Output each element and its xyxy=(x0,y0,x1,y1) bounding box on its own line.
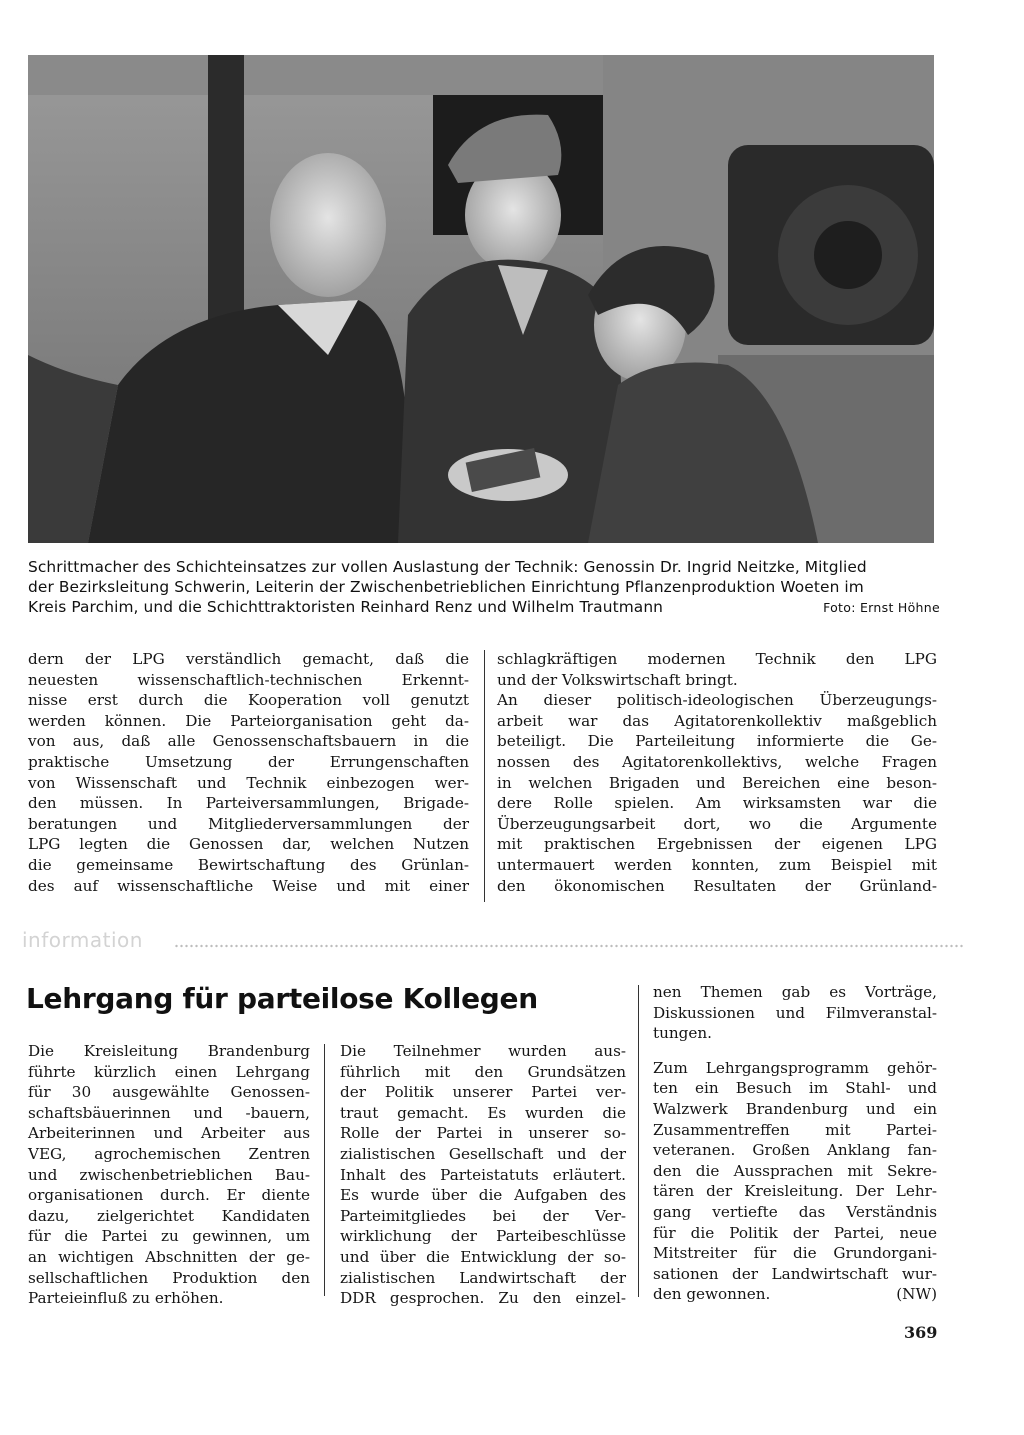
text-line: An dieser politisch-ideologischen Überzeugungs- xyxy=(497,691,937,710)
caption-line: der Bezirksleitung Schwerin, Leiterin der Zwischenbetrieblichen Einrichtung Pflanzenproduktion Woeten im xyxy=(28,578,864,596)
text-line: sellschaftlichen Produktion den xyxy=(28,1268,310,1287)
text-line: Parteimitgliedes bei der Ver- xyxy=(340,1206,626,1225)
author-signature: (NW) xyxy=(896,1285,937,1304)
text-line: von aus, daß alle Genossenschaftsbauern in die xyxy=(28,732,469,751)
text-line: den müssen. In Parteiversammlungen, Brigade- xyxy=(28,794,469,813)
text-line: organisationen durch. Er diente xyxy=(28,1186,310,1205)
text-line: Walzwerk Brandenburg und ein xyxy=(653,1099,937,1118)
text-line: Die Teilnehmer wurden aus- xyxy=(340,1042,626,1060)
text-line: von Wissenschaft und Technik einbezogen wer- xyxy=(28,773,469,792)
section-strip xyxy=(14,928,952,956)
text-line: veteranen. Großen Anklang fan- xyxy=(653,1141,937,1160)
text-line: tären der Kreisleitung. Der Lehr- xyxy=(653,1182,937,1201)
text-line: dere Rolle spielen. Am wirksamsten war die xyxy=(497,794,937,813)
column-divider xyxy=(638,985,639,1297)
text-line: führlich mit den Grundsätzen xyxy=(340,1062,626,1081)
text-line: Mitstreiter für die Grundorgani- xyxy=(653,1244,937,1263)
text-line: mit praktischen Ergebnissen der eigenen LPG xyxy=(497,835,937,854)
text-line: zialistischen Gesellschaft und der xyxy=(340,1144,626,1163)
text-line: beratungen und Mitgliederversammlungen der xyxy=(28,814,469,833)
text-line: schlagkräftigen modernen Technik den LPG xyxy=(497,650,937,668)
text-line: den die Aussprachen mit Sekre- xyxy=(653,1161,937,1180)
text-line: ten ein Besuch im Stahl- und xyxy=(653,1079,937,1098)
text-line: und der Volkswirtschaft bringt. xyxy=(497,670,738,689)
text-line: Inhalt des Parteistatuts erläutert. xyxy=(340,1165,626,1184)
text-line: gang vertiefte das Verständnis xyxy=(653,1202,937,1221)
text-line: untermauert werden konnten, zum Beispiel mit xyxy=(497,855,937,874)
text-line: Es wurde über die Aufgaben des xyxy=(340,1186,626,1205)
text-line: Die Kreisleitung Brandenburg xyxy=(28,1042,310,1060)
section-label: information xyxy=(22,928,143,952)
text-line: Arbeiterinnen und Arbeiter aus xyxy=(28,1124,310,1143)
article-headline: Lehrgang für parteilose Kollegen xyxy=(26,982,538,1015)
article-bottom-column-1 xyxy=(28,1041,310,1309)
text-line: und über die Entwicklung der so- xyxy=(340,1247,626,1266)
text-line: der Politik unserer Partei ver- xyxy=(340,1083,626,1102)
text-line: traut gemacht. Es wurden die xyxy=(340,1103,626,1122)
text-line: für die Partei zu gewinnen, um xyxy=(28,1227,310,1246)
photo-icon xyxy=(28,55,934,543)
text-line: DDR gesprochen. Zu den einzel- xyxy=(340,1289,626,1308)
article-bottom-column-2 xyxy=(340,1041,626,1309)
text-line: arbeit war das Agitatorenkollektiv maßgeblich xyxy=(497,711,937,730)
photo-caption xyxy=(28,557,940,618)
text-line: LPG legten die Genossen dar, welchen Nutzen xyxy=(28,835,469,854)
text-line: neuesten wissenschaftlich-technischen Erkennt- xyxy=(28,670,469,689)
text-line: VEG, agrochemischen Zentren xyxy=(28,1144,310,1163)
text-line: führte kürzlich einen Lehrgang xyxy=(28,1062,310,1081)
dotted-rule xyxy=(174,944,964,948)
text-line: schaftsbäuerinnen und -bauern, xyxy=(28,1103,310,1122)
text-line: Parteieinfluß zu erhöhen. xyxy=(28,1289,224,1308)
text-line: nen Themen gab es Vorträge, xyxy=(653,983,937,1001)
caption-line xyxy=(28,597,940,617)
text-line: tungen. xyxy=(653,1024,712,1043)
text-line: für 30 ausgewählte Genossen- xyxy=(28,1083,310,1102)
caption-line-text: Kreis Parchim, und die Schichttraktoristen Reinhard Renz und Wilhelm Trautmann xyxy=(28,598,664,616)
text-line: des auf wissenschaftliche Weise und mit einer xyxy=(28,876,469,895)
page-number: 369 xyxy=(904,1323,938,1342)
text-line: praktische Umsetzung der Errungenschaften xyxy=(28,752,469,771)
paragraph-gap xyxy=(653,1044,937,1058)
text-line: Zum Lehrgangsprogramm gehör- xyxy=(653,1058,937,1077)
press-photo xyxy=(28,55,934,543)
text-line: nossen des Agitatorenkollektivs, welche Fragen xyxy=(497,752,937,771)
article-bottom-column-3 xyxy=(653,982,937,1305)
text-line: werden können. Die Parteiorganisation geht da- xyxy=(28,711,469,730)
text-line: beteiligt. Die Parteileitung informierte die Ge- xyxy=(497,732,937,751)
article-top-left-column xyxy=(28,649,469,896)
text-line: Überzeugungsarbeit dort, wo die Argumente xyxy=(497,814,937,833)
text-line: Diskussionen und Filmveranstal- xyxy=(653,1003,937,1022)
text-line: den ökonomischen Resultaten der Grünland- xyxy=(497,876,937,895)
article-top-right-column xyxy=(497,649,937,896)
text-line: Zusammentreffen mit Partei- xyxy=(653,1120,937,1139)
text-line: die gemeinsame Bewirtschaftung des Grünlan- xyxy=(28,855,469,874)
photo-credit: Foto: Ernst Höhne xyxy=(823,600,940,615)
text-line: den gewonnen. xyxy=(653,1285,771,1304)
text-line: nisse erst durch die Kooperation voll genutzt xyxy=(28,691,469,710)
text-line: dern der LPG verständlich gemacht, daß die xyxy=(28,650,469,668)
text-line: Rolle der Partei in unserer so- xyxy=(340,1124,626,1143)
column-divider xyxy=(324,1044,325,1296)
text-line: zialistischen Landwirtschaft der xyxy=(340,1268,626,1287)
final-line xyxy=(653,1284,937,1305)
text-line: und zwischenbetrieblichen Bau- xyxy=(28,1165,310,1184)
text-line: in welchen Brigaden und Bereichen eine beson- xyxy=(497,773,937,792)
text-line: für die Politik der Partei, neue xyxy=(653,1223,937,1242)
column-divider xyxy=(484,650,485,902)
text-line: an wichtigen Abschnitten der ge- xyxy=(28,1247,310,1266)
caption-line: Schrittmacher des Schichteinsatzes zur vollen Auslastung der Technik: Genossin Dr. Ingrid Neitzke, Mitglied xyxy=(28,558,867,576)
text-line: sationen der Landwirtschaft wur- xyxy=(653,1264,937,1283)
text-line: dazu, zielgerichtet Kandidaten xyxy=(28,1206,310,1225)
text-line: wirklichung der Parteibeschlüsse xyxy=(340,1227,626,1246)
